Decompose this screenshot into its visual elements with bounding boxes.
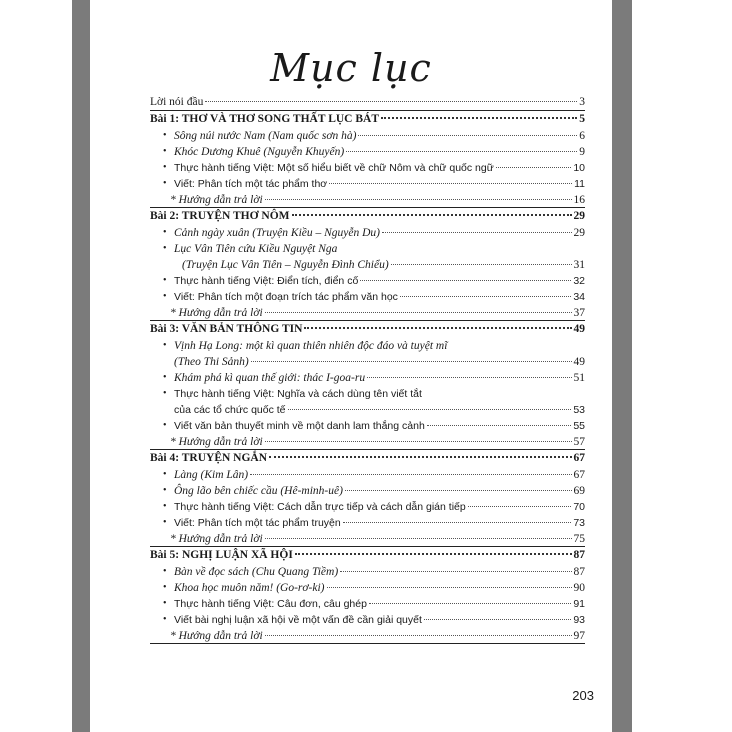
toc-entry [150, 580, 585, 596]
toc-page-number: 93 [573, 614, 585, 626]
toc-page-number: 70 [573, 501, 585, 513]
toc-entry-title: * Hướng dẫn trả lời [170, 533, 263, 545]
toc-page-number: 29 [573, 210, 585, 222]
toc-entry [150, 160, 585, 176]
bullet-icon: • [163, 582, 167, 593]
dot-leader [424, 619, 571, 620]
bullet-icon: • [163, 501, 167, 512]
right-page-edge [612, 0, 632, 732]
bullet-icon: • [163, 517, 167, 528]
toc-page-number: 6 [579, 130, 585, 142]
bullet-icon: • [163, 372, 167, 383]
bullet-icon: • [163, 146, 167, 157]
toc-entry [150, 386, 585, 402]
toc-page-number: 32 [573, 275, 585, 287]
toc-entry [150, 612, 585, 628]
dot-leader [265, 441, 572, 442]
left-page-edge [72, 0, 90, 732]
dot-leader [427, 425, 572, 426]
dot-leader [400, 296, 571, 297]
toc-page-number: 97 [573, 630, 585, 642]
toc-entry-title: Thực hành tiếng Việt: Nghĩa và cách dùng tên viết tắt [174, 388, 422, 400]
toc-answer-entry [150, 192, 585, 208]
toc-entry-title: Cảnh ngày xuân (Truyện Kiều – Nguyễn Du) [174, 227, 381, 239]
toc-entry-title: Bài 4: TRUYỆN NGẮN [150, 452, 268, 464]
toc-page-number: 34 [573, 291, 585, 303]
dot-leader [367, 377, 571, 378]
bullet-icon: • [163, 130, 167, 141]
toc-entry-title: Làng (Kim Lân) [174, 469, 249, 481]
bullet-icon: • [163, 243, 167, 254]
toc-entry-title: (Theo Thi Sảnh) [174, 356, 249, 368]
dot-leader [265, 538, 572, 539]
toc-page-number: 69 [573, 485, 585, 497]
dot-leader [346, 151, 577, 152]
toc-entry-title: * Hướng dẫn trả lời [170, 307, 263, 319]
toc-page-number: 90 [573, 582, 585, 594]
toc-chapter-heading [150, 110, 585, 128]
bullet-icon: • [163, 566, 167, 577]
toc-entry-title: Thực hành tiếng Việt: Một số hiểu biết về chữ Nôm và chữ quốc ngữ [174, 162, 494, 174]
toc-page-number: 91 [573, 598, 585, 610]
toc-entry-title: Viết: Phân tích một tác phẩm thơ [174, 178, 328, 190]
toc-chapter-heading [150, 321, 585, 338]
toc-entry [150, 289, 585, 305]
toc-entry-title: * Hướng dẫn trả lời [170, 194, 263, 206]
dot-leader [251, 361, 572, 362]
toc-entry-title: Bài 2: TRUYỆN THƠ NÔM [150, 210, 290, 222]
toc-entry [150, 402, 585, 418]
toc-chapter-heading [150, 547, 585, 564]
toc-page-number: 87 [573, 566, 585, 578]
toc-page-number: 55 [573, 420, 585, 432]
toc-entry-title: Ông lão bên chiếc cầu (Hê-minh-uê) [174, 485, 343, 497]
toc-entry [150, 354, 585, 370]
toc-entry-title: Khám phá kì quan thế giới: thác I-goa-ru [174, 372, 366, 384]
toc-page-number: 3 [579, 96, 585, 108]
toc-entry-title: Vịnh Hạ Long: một kì quan thiên nhiên độc đáo và tuyệt mĩ [174, 340, 448, 352]
toc-entry [150, 564, 585, 580]
toc-page-number: 53 [573, 404, 585, 416]
dot-leader [340, 571, 571, 572]
toc-entry [150, 241, 585, 257]
book-page [90, 0, 612, 732]
dot-leader [265, 635, 572, 636]
toc-entry [150, 596, 585, 612]
bullet-icon: • [163, 162, 167, 173]
toc-page-number: 67 [573, 452, 585, 464]
bullet-icon: • [163, 178, 167, 189]
toc-page-number: 57 [573, 436, 585, 448]
toc-entry [150, 418, 585, 434]
toc-chapter-heading [150, 450, 585, 467]
page-number: 203 [572, 688, 594, 703]
bullet-icon: • [163, 485, 167, 496]
toc-entry-title: Viết: Phân tích một đoạn trích tác phẩm văn học [174, 291, 398, 303]
toc-page-number: 16 [573, 194, 585, 206]
toc-entry [150, 225, 585, 241]
toc-entry [150, 273, 585, 289]
toc-entry [150, 94, 585, 110]
dot-leader [288, 409, 572, 410]
toc-entry-title: Bàn về đọc sách (Chu Quang Tiềm) [174, 566, 339, 578]
toc-entry [150, 144, 585, 160]
toc-entry-title: Viết văn bản thuyết minh về một danh lam thắng cảnh [174, 420, 425, 432]
toc-entry [150, 370, 585, 386]
toc-entry [150, 499, 585, 515]
toc-entry-title: Lục Vân Tiên cứu Kiều Nguyệt Nga [174, 243, 338, 255]
toc-entry-title: * Hướng dẫn trả lời [170, 436, 263, 448]
toc-entry [150, 128, 585, 144]
toc-page-number: 29 [573, 227, 585, 239]
toc-entry-title: (Truyện Lục Vân Tiên – Nguyễn Đình Chiểu) [182, 259, 389, 271]
toc-page-number: 67 [573, 469, 585, 481]
toc-page-number: 10 [573, 162, 585, 174]
dot-leader [265, 312, 572, 313]
bullet-icon: • [163, 598, 167, 609]
dot-leader [369, 603, 571, 604]
dot-leader [496, 167, 572, 168]
toc-page-number: 5 [579, 113, 585, 125]
toc-entry [150, 467, 585, 483]
toc-page-number: 73 [573, 517, 585, 529]
dot-leader [345, 490, 572, 491]
bullet-icon: • [163, 469, 167, 480]
page-title: Mục lục [270, 46, 432, 90]
toc-entry [150, 257, 585, 273]
toc-entry-title: Thực hành tiếng Việt: Câu đơn, câu ghép [174, 598, 367, 610]
bullet-icon: • [163, 614, 167, 625]
toc-page-number: 87 [573, 549, 585, 561]
dot-leader [358, 135, 577, 136]
toc-answer-entry [150, 305, 585, 321]
toc-chapter-heading [150, 208, 585, 225]
toc-entry-title: Khoa học muôn năm! (Go-rơ-ki) [174, 582, 325, 594]
dot-leader [360, 280, 571, 281]
toc-entry-title: Viết bài nghị luận xã hội về một vấn đề cần giải quyết [174, 614, 422, 626]
dot-leader [265, 199, 572, 200]
toc-page-number: 9 [579, 146, 585, 158]
bullet-icon: • [163, 227, 167, 238]
toc-answer-entry [150, 628, 585, 644]
bullet-icon: • [163, 388, 167, 399]
dot-leader [292, 214, 572, 216]
dot-leader [250, 474, 571, 475]
dot-leader [295, 553, 572, 555]
dot-leader [205, 101, 577, 102]
toc-page-number: 31 [573, 259, 585, 271]
dot-leader [391, 264, 572, 265]
toc-entry-title: Khóc Dương Khuê (Nguyễn Khuyến) [174, 146, 345, 158]
toc-entry-title: * Hướng dẫn trả lời [170, 630, 263, 642]
toc-entry [150, 176, 585, 192]
toc-answer-entry [150, 434, 585, 450]
bullet-icon: • [163, 291, 167, 302]
toc-entry [150, 515, 585, 531]
toc-page-number: 49 [573, 323, 585, 335]
toc-entry-title: Thực hành tiếng Việt: Cách dẫn trực tiếp và cách dẫn gián tiếp [174, 501, 466, 513]
toc-page-number: 11 [574, 178, 585, 190]
toc-page-number: 51 [573, 372, 585, 384]
toc-page-number: 75 [573, 533, 585, 545]
table-of-contents [150, 94, 585, 644]
toc-entry [150, 338, 585, 354]
dot-leader [269, 456, 571, 458]
bullet-icon: • [163, 275, 167, 286]
toc-entry-title: Lời nói đầu [150, 96, 204, 108]
bullet-icon: • [163, 420, 167, 431]
toc-entry-title: Bài 3: VĂN BẢN THÔNG TIN [150, 323, 303, 335]
toc-entry-title: Thực hành tiếng Việt: Điển tích, điển cố [174, 275, 359, 287]
dot-leader [382, 232, 571, 233]
dot-leader [468, 506, 572, 507]
bullet-icon: • [163, 340, 167, 351]
toc-entry-title: Bài 5: NGHỊ LUẬN XÃ HỘI [150, 549, 293, 561]
dot-leader [343, 522, 572, 523]
dot-leader [327, 587, 572, 588]
toc-entry [150, 483, 585, 499]
dot-leader [381, 117, 577, 119]
toc-entry-title: Viết: Phân tích một tác phẩm truyện [174, 517, 341, 529]
toc-answer-entry [150, 531, 585, 547]
toc-entry-title: của các tổ chức quốc tế [174, 404, 286, 416]
toc-entry-title: Sông núi nước Nam (Nam quốc sơn hà) [174, 130, 357, 142]
dot-leader [329, 183, 572, 184]
dot-leader [304, 327, 571, 329]
toc-page-number: 49 [573, 356, 585, 368]
toc-page-number: 37 [573, 307, 585, 319]
toc-entry-title: Bài 1: THƠ VÀ THƠ SONG THẤT LỤC BÁT [150, 113, 379, 125]
